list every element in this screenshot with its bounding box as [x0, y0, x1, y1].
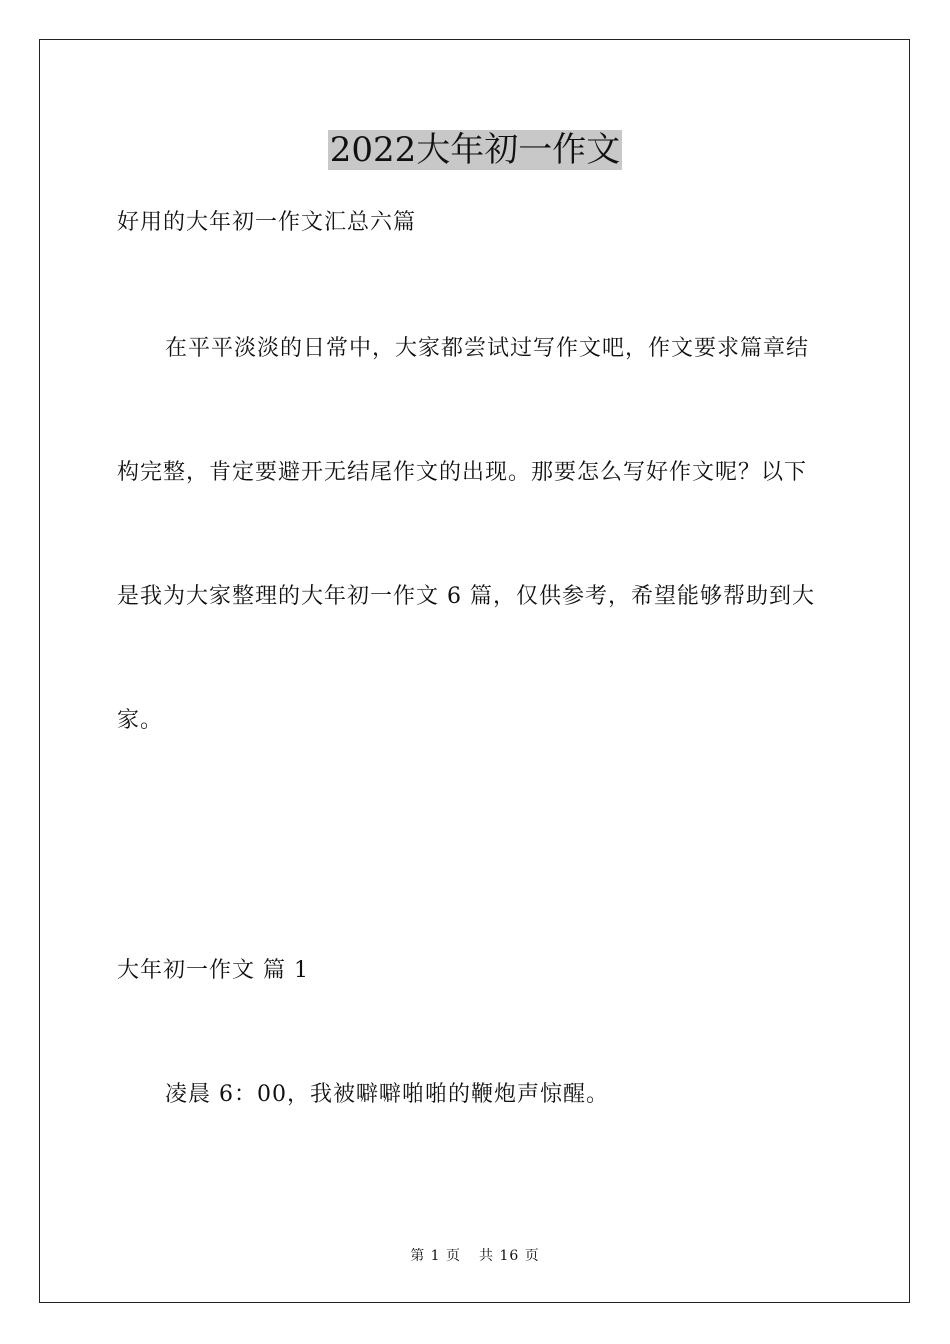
section-heading: 大年初一作文 篇 1	[117, 958, 309, 983]
document-title-text: 2022大年初一作文	[329, 130, 621, 170]
intro-line-4: 家。	[117, 708, 164, 733]
page-total: 共 16 页	[479, 1248, 540, 1264]
document-subtitle: 好用的大年初一作文汇总六篇	[117, 210, 417, 235]
page-footer	[0, 1246, 950, 1266]
intro-line-1: 在平平淡淡的日常中，大家都尝试过写作文吧，作文要求篇章结	[165, 336, 810, 361]
intro-line-2: 构完整，肯定要避开无结尾作文的出现。那要怎么写好作文呢？以下	[117, 460, 808, 485]
page-number: 第 1 页	[410, 1248, 462, 1264]
section-first-line: 凌晨 6：00，我被噼噼啪啪的鞭炮声惊醒。	[165, 1082, 609, 1107]
intro-line-3: 是我为大家整理的大年初一作文 6 篇，仅供参考，希望能够帮助到大	[117, 584, 815, 609]
document-title	[0, 126, 950, 174]
